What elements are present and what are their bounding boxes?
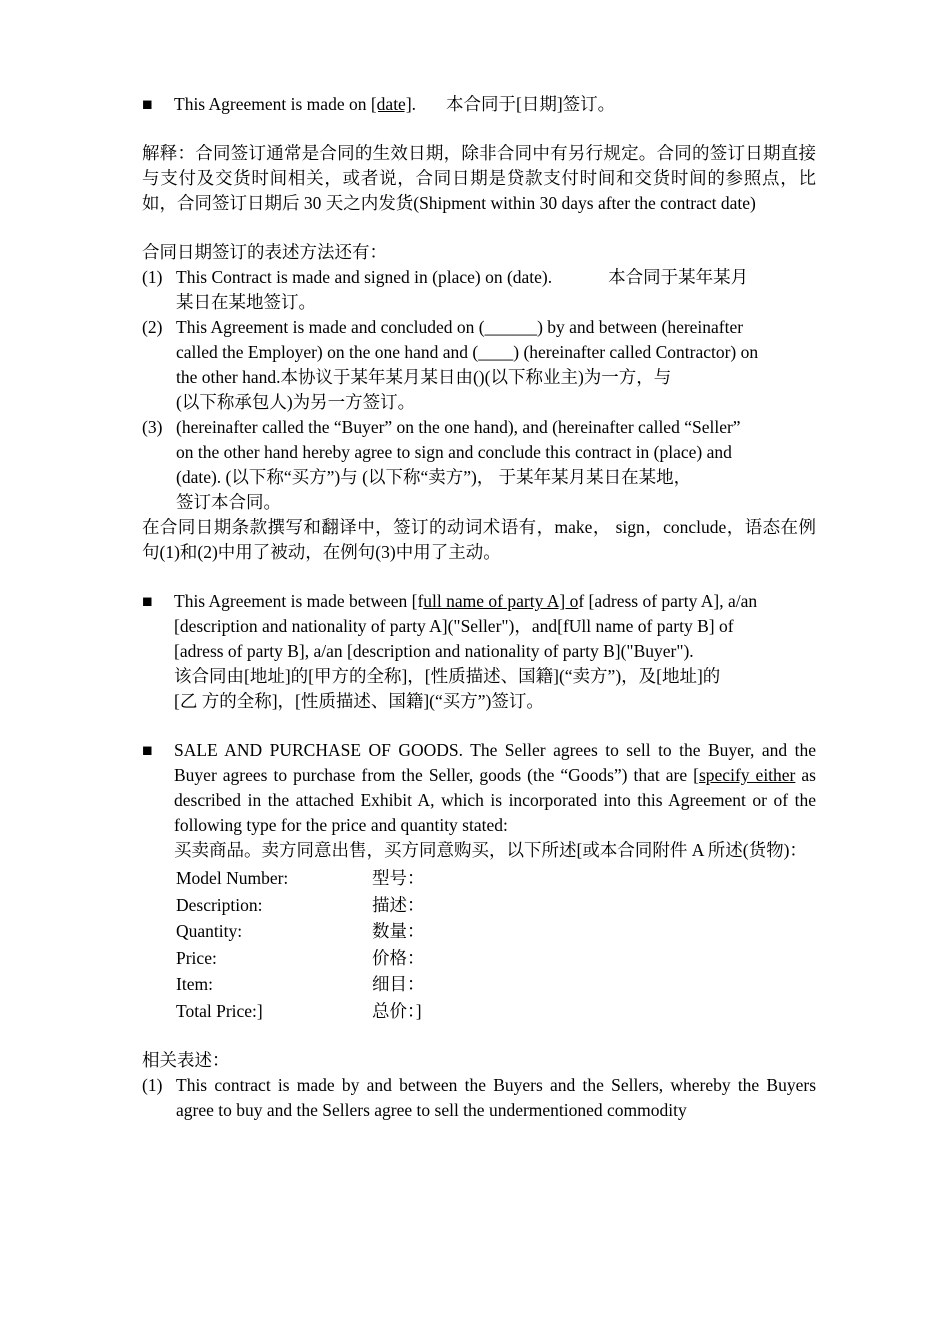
document-page bbox=[142, 92, 816, 1123]
parties-clause: ■ This Agreement is made between [full name of party A] of [adress of party A], a/an [description and nationality of party A]("Seller")，and[fUll name of party B] of [adress of party B], a/an [description and nationality of party B]("Buyer"). 该合同由[地址]的[甲方的全称]，[性质描述、国籍](“卖方”)，及[地址]的 [乙 方的全称]，[性质描述、国籍](“买方”)签订。 bbox=[142, 589, 816, 714]
sale-purchase-translation: 买卖商品。卖方同意出售，买方同意购买，以下所述[或本合同附件 A 所述(货物)： bbox=[174, 840, 807, 860]
method-item-1: (1) This Contract is made and signed in (place) on (date). 本合同于某年某月 某日在某地签订。 bbox=[142, 267, 749, 312]
spec-row: Description: 描述： bbox=[176, 894, 425, 915]
spec-row: Model Number: 型号： bbox=[176, 868, 425, 888]
spec-row: Price: 价格： bbox=[176, 947, 425, 968]
clause-text: This Agreement is made on bbox=[174, 94, 371, 114]
square-bullet-icon: ■ bbox=[142, 94, 153, 114]
sale-purchase-clause: ■ SALE AND PURCHASE OF GOODS. The Seller agrees to sell to the Buyer, and the Buyer agrees to purchase from the Seller, goods (the “Goods”) that are [specify either as described in the attached Exhibit A, which is incorporated into this Agreement or of the following type for the price and quantity stated: 买卖商品。卖方同意出售，买方同意购买，以下所述[或本合同附件 A 所述(货物)： bbox=[142, 738, 816, 863]
method-item-3: (3) (hereinafter called the “Buyer” on the one hand), and (hereinafter called “Seller” on the other hand hereby agree to sign and conclude this contract in (place) and (date). (以下称“买方”)与 (以下称“卖方”)， 于某年某月某日在某地， 签订本合同。 bbox=[142, 417, 741, 512]
square-bullet-icon: ■ bbox=[142, 591, 153, 611]
goods-spec-list bbox=[142, 865, 816, 1024]
methods-heading: 合同日期签订的表述方法还有： bbox=[142, 242, 387, 262]
spec-row: Total Price:] 总价：] bbox=[176, 1000, 422, 1021]
methods-note: 在合同日期条款撰写和翻译中，签订的动词术语有，make， sign，conclude，语态在例句(1)和(2)中用了被动，在例句(3)中用了主动。 bbox=[142, 517, 816, 562]
spec-row: Item: 细目： bbox=[176, 974, 425, 994]
agreement-date-clause: ■ This Agreement is made on [date]. 本合同于[日期]签订。 bbox=[142, 92, 816, 117]
related-item-1: (1) This contract is made by and between the Buyers and the Sellers, whereby the Buyers agree to buy and the Sellers agree to sell the undermentioned commodity bbox=[142, 1075, 816, 1120]
spec-row: Quantity: 数量： bbox=[176, 921, 425, 941]
square-bullet-icon: ■ bbox=[142, 740, 153, 760]
clause-translation: 本合同于[日期]签订。 bbox=[446, 94, 616, 114]
method-item-2: (2) This Agreement is made and concluded on (______) by and between (hereinafter called the Employer) on the one hand and (____) (hereinafter called Contractor) on the other hand.本协议于某年某月某日由()(以下称业主)为一方，与 (以下称承包人)为另一方签订。 bbox=[142, 317, 759, 412]
specify-either-placeholder: specify either bbox=[698, 765, 796, 785]
related-heading: 相关表述： bbox=[142, 1050, 230, 1070]
date-placeholder: [date] bbox=[370, 94, 412, 114]
explanation-paragraph: 解释：合同签订通常是合同的生效日期，除非合同中有另行规定。合同的签订日期直接与支付及交货时间相关，或者说，合同日期是贷款支付时间和交货时间的参照点，比如，合同签订日期后 30 天之内发货(Shipment within 30 days after the contract date) bbox=[142, 143, 816, 213]
party-a-name-placeholder: ull name of party A] o bbox=[423, 591, 579, 611]
